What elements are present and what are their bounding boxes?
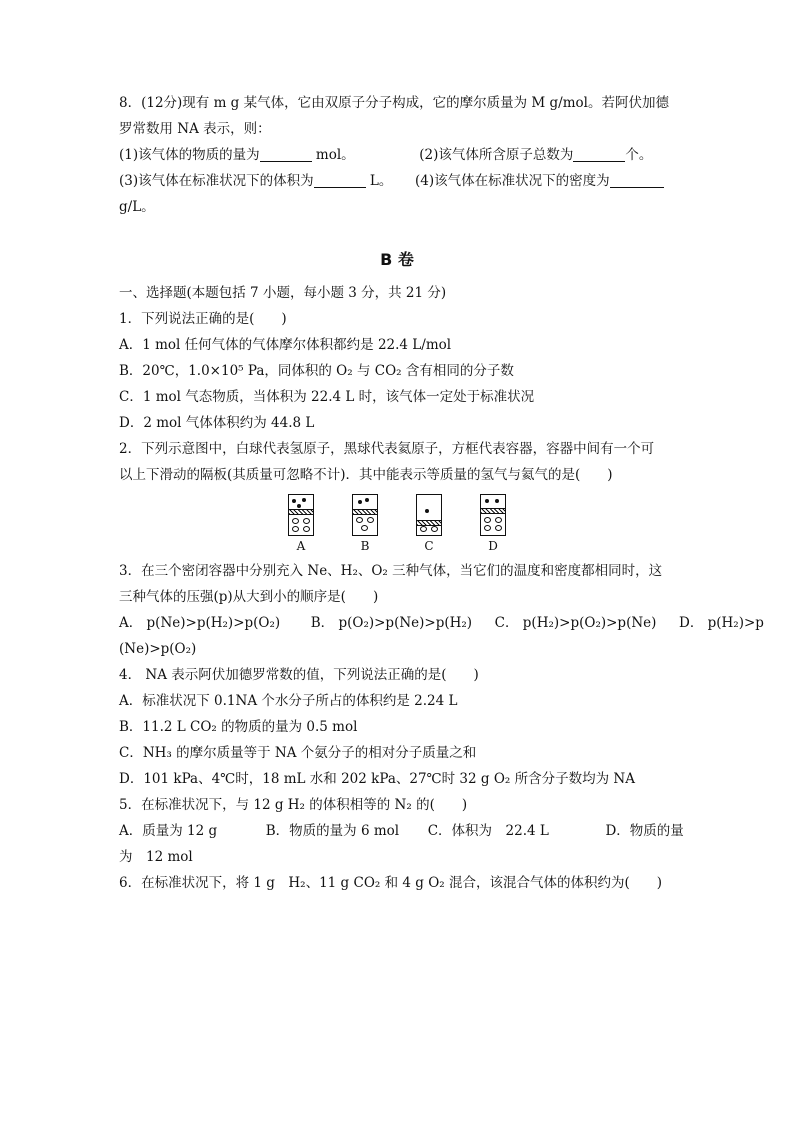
q4-option-a[interactable]: A．标准状况下 0.1NA 个水分子所占的体积约是 2.24 L xyxy=(119,693,458,709)
section-title: B 卷 xyxy=(380,250,414,269)
answer-blank-3[interactable] xyxy=(314,171,366,188)
q6-stem: 6．在标准状况下，将 1 g H₂、11 g CO₂ 和 4 g O₂ 混合，该混合气体的体积约为( ) xyxy=(119,875,662,891)
answer-blank-2[interactable] xyxy=(573,145,625,162)
figure-label-c: C xyxy=(424,539,434,553)
q8-line1: 8．(12分)现有 m g 某气体，它由双原子分子构成，它的摩尔质量为 M g/mol。若阿伏加德 xyxy=(119,95,669,111)
q4-option-b[interactable]: B．11.2 L CO₂ 的物质的量为 0.5 mol xyxy=(119,719,358,735)
q3-option-a[interactable]: A． p(Ne)>p(H₂)>p(O₂) xyxy=(119,615,281,631)
figure-label-d: D xyxy=(488,539,498,553)
q3-option-d[interactable]: D． p(H₂)>p xyxy=(679,615,764,631)
q8-parts-1-2 xyxy=(119,142,675,168)
answer-blank-1[interactable] xyxy=(260,145,312,162)
q4-option-d[interactable]: D．101 kPa、4℃时，18 mL 水和 202 kPa、27℃时 32 g O₂ 所含分子数均为 NA xyxy=(119,771,635,787)
container-icon xyxy=(416,494,442,536)
figure-label-b: B xyxy=(360,539,370,553)
q3-option-d-cont: (Ne)>p(O₂) xyxy=(119,641,197,657)
container-icon xyxy=(480,494,506,536)
q2-figure-d[interactable] xyxy=(480,494,506,554)
container-icon xyxy=(288,494,314,536)
q1-option-b[interactable]: B．20℃，1.0×10⁵ Pa，同体积的 O₂ 与 CO₂ 含有相同的分子数 xyxy=(119,363,514,379)
q3-line2: 三种气体的压强(p)从大到小的顺序是( ) xyxy=(119,589,379,605)
q2-figure-a[interactable] xyxy=(288,494,314,554)
q8-part1-suffix: mol。 xyxy=(311,147,355,163)
q2-diagram-row xyxy=(119,494,675,554)
q8-part1-prefix: (1)该气体的物质的量为 xyxy=(119,147,260,163)
figure-label-a: A xyxy=(296,539,306,553)
q3-options xyxy=(119,610,764,636)
q1-option-d[interactable]: D．2 mol 气体体积约为 44.8 L xyxy=(119,415,315,431)
q2-line1: 2．下列示意图中，白球代表氢原子，黑球代表氦原子，方框代表容器，容器中间有一个可 xyxy=(119,441,655,457)
q1-stem: 1．下列说法正确的是( ) xyxy=(119,311,287,327)
q3-option-b[interactable]: B． p(O₂)>p(Ne)>p(H₂) xyxy=(310,615,473,631)
q5-option-a[interactable]: A．质量为 12 g xyxy=(119,823,218,839)
q4-option-c[interactable]: C．NH₃ 的摩尔质量等于 NA 个氨分子的相对分子质量之和 xyxy=(119,745,477,761)
q8-line2: 罗常数用 NA 表示，则： xyxy=(119,121,271,137)
answer-blank-4[interactable] xyxy=(610,171,664,188)
container-icon xyxy=(352,494,378,536)
q5-option-d-cont: 为 12 mol xyxy=(119,849,193,865)
q5-option-b[interactable]: B．物质的量为 6 mol xyxy=(265,823,400,839)
section-intro: 一、选择题(本题包括 7 小题，每小题 3 分，共 21 分) xyxy=(119,285,447,301)
q8-part3-prefix: (3)该气体在标准状况下的体积为 xyxy=(119,173,314,189)
q2-figure-b[interactable] xyxy=(352,494,378,554)
q8-parts-3-4 xyxy=(119,168,675,194)
worksheet-page xyxy=(119,90,764,896)
q8-part2-suffix: 个。 xyxy=(625,147,653,163)
q5-option-c[interactable]: C．体积为 22.4 L xyxy=(427,823,549,839)
q8-part4-unit: g/L。 xyxy=(119,199,155,215)
q3-option-c[interactable]: C． p(H₂)>p(O₂)>p(Ne) xyxy=(494,615,657,631)
q8-part4-prefix: (4)该气体在标准状况下的密度为 xyxy=(414,173,610,189)
q1-option-c[interactable]: C．1 mol 气态物质，当体积为 22.4 L 时，该气体一定处于标准状况 xyxy=(119,389,535,405)
q3-line1: 3．在三个密闭容器中分别充入 Ne、H₂、O₂ 三种气体，当它们的温度和密度都相同时，这 xyxy=(119,563,663,579)
q8-part3-suffix: L。 xyxy=(365,173,393,189)
q2-line2: 以上下滑动的隔板(其质量可忽略不计)．其中能表示等质量的氢气与氦气的是( ) xyxy=(119,467,613,483)
q1-option-a[interactable]: A．1 mol 任何气体的气体摩尔体积都约是 22.4 L/mol xyxy=(119,337,452,353)
q5-stem: 5．在标准状况下，与 12 g H₂ 的体积相等的 N₂ 的( ) xyxy=(119,797,468,813)
q4-stem: 4． NA 表示阿伏加德罗常数的值，下列说法正确的是( ) xyxy=(119,667,479,683)
q8-part2-prefix: (2)该气体所含原子总数为 xyxy=(419,147,574,163)
q5-options xyxy=(119,818,684,844)
q2-figure-c[interactable] xyxy=(416,494,442,554)
q5-option-d[interactable]: D．物质的量 xyxy=(605,823,684,839)
